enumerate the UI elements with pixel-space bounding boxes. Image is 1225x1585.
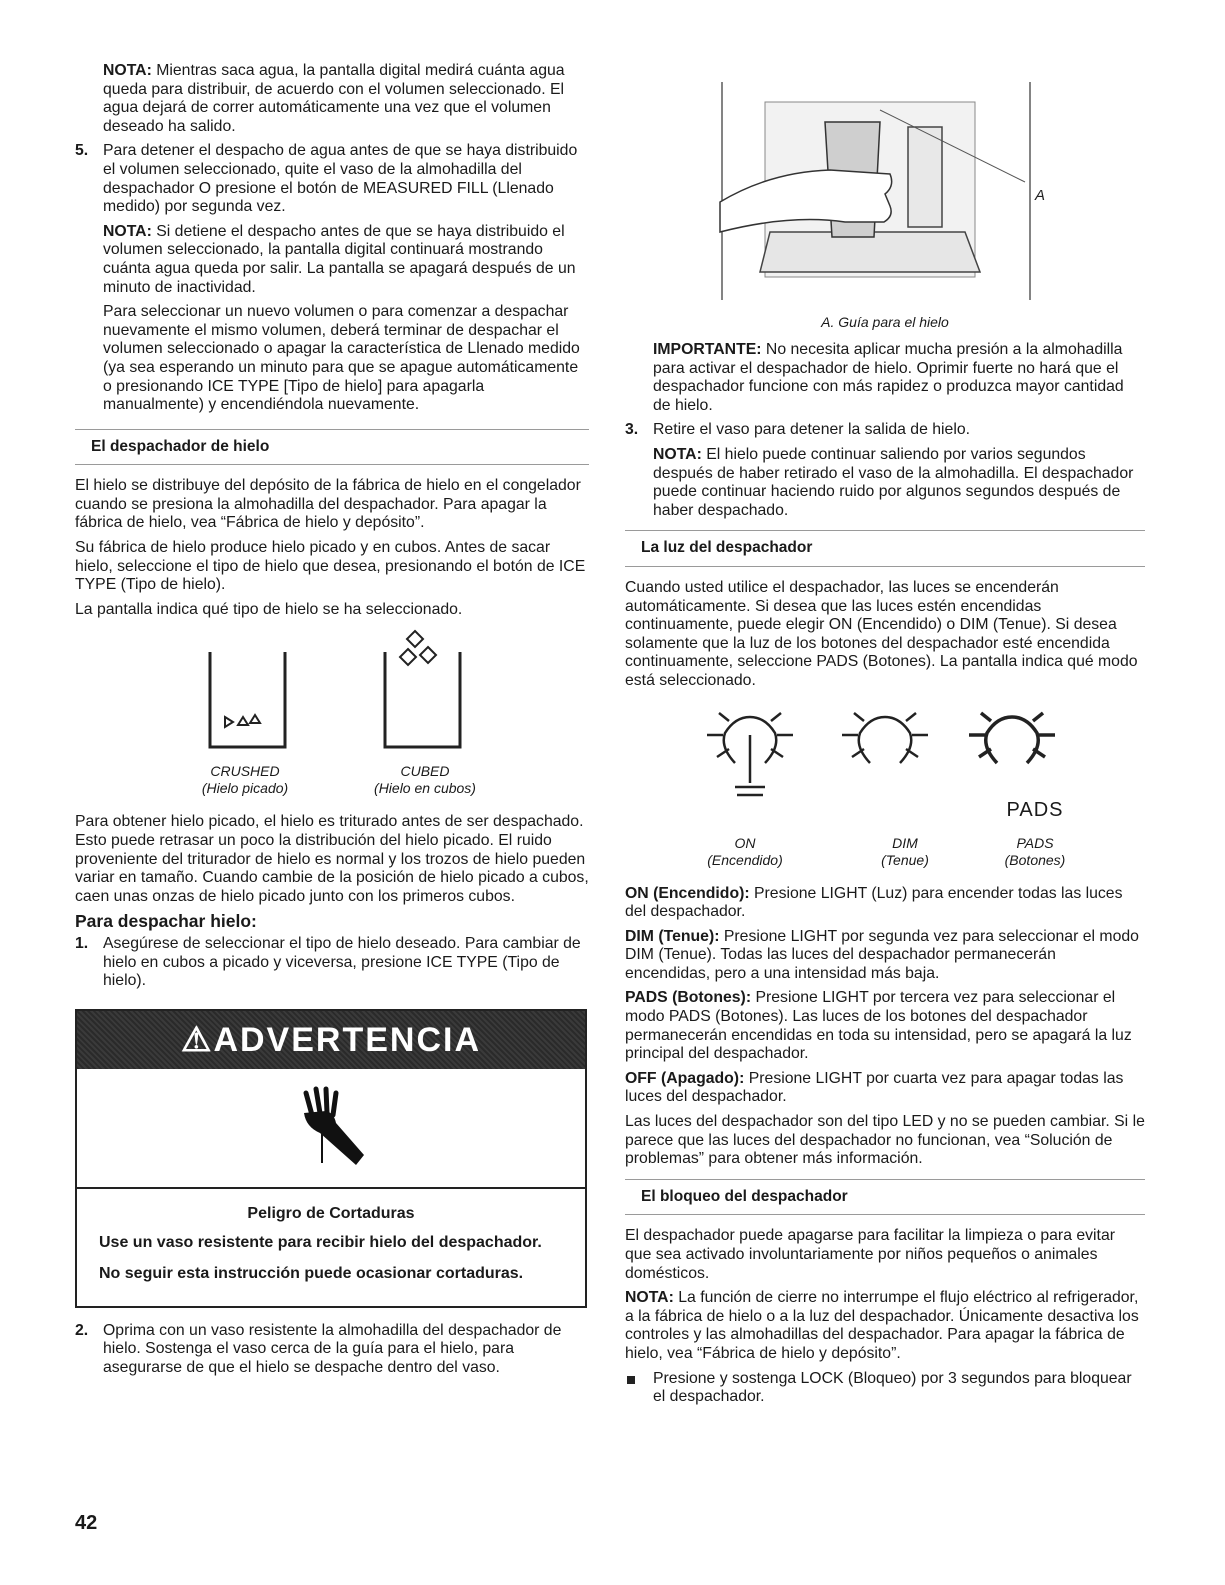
left-column	[75, 62, 589, 1384]
ice-paragraph-3: La pantalla indica qué tipo de hielo se ha seleccionado.	[75, 600, 463, 618]
pads-display-text: PADS	[1006, 798, 1064, 821]
ice-type-figure	[75, 633, 589, 813]
nota-label: NOTA:	[103, 222, 152, 240]
step-text: Oprima con un vaso resistente la almohadilla del despachador de hielo. Sostenga el vaso cerca de la guía para el hielo, para asegurarse de que el hielo se despache dentro del vaso.	[103, 1321, 562, 1376]
led-paragraph: Las luces del despachador son del tipo LED y no se pueden cambiar. Si le parece que las luces del despachador no funcionan, vea “Solución de problemas” para obtener más información.	[625, 1113, 1145, 1168]
step-3	[625, 421, 1145, 446]
dim-def-label: DIM (Tenue):	[625, 927, 720, 945]
cubed-caption	[350, 763, 500, 797]
dim-def-text: Presione LIGHT por segunda vez para seleccionar el modo DIM (Tenue). Todas las luces del despachador permanecerán encendidas, pero a una intensidad más baja.	[625, 927, 1139, 982]
nota-paragraph-1	[103, 62, 589, 136]
off-def-label: OFF (Apagado):	[625, 1069, 745, 1087]
crushed-paragraph: Para obtener hielo picado, el hielo es triturado antes de ser despachado. Esto puede retrasar un poco la distribución del hielo picado. El ruido proveniente del triturador de hielo es normal y los trozos de hielo pueden variar en tamaño. Cuando cambie de la posición de hielo picado a cubos, caen unas onzas de hielo picado junto con los primeros cubos.	[75, 813, 589, 905]
nota-text: Mientras saca agua, la pantalla digital medirá cuánta agua queda para distribuir, de acuerdo con el volumen seleccionado. El agua dejará de correr automáticamente una vez que el volumen deseado ha salido.	[103, 62, 565, 135]
nota-text: Si detiene el despacho antes de que se haya distribuido el volumen seleccionado, la pantalla digital continuará mostrando cuánta agua queda por salir. La pantalla se apagará después de un minuto de inactividad.	[103, 222, 576, 296]
off-def-text: Presione LIGHT por cuarta vez para apagar todas las luces del despachador.	[625, 1069, 1124, 1106]
pads-def-label: PADS (Botones):	[625, 989, 752, 1007]
importante-paragraph	[653, 341, 1145, 415]
off-definition	[625, 1070, 1145, 1107]
warning-body	[77, 1189, 585, 1306]
warning-title: Peligro de Cortaduras	[247, 1204, 415, 1222]
dim-definition	[625, 928, 1145, 984]
crushed-ice-icon	[205, 647, 295, 757]
cut-hazard-icon	[77, 1069, 585, 1189]
nota-text: El hielo puede continuar saliendo por varios segundos después de haber retirado el vaso de la almohadilla. El despachador puede continuar haciendo ruido por algunos segundos después de haber despachado.	[653, 445, 1134, 519]
step-5	[75, 142, 589, 222]
hand-glass-icon	[286, 1083, 376, 1173]
bulb-on-icon	[707, 713, 793, 795]
pads-caption	[975, 835, 1095, 869]
pads-definition	[625, 989, 1145, 1063]
dispenser-figure	[625, 82, 1145, 300]
crushed-sub: (Hielo picado)	[201, 780, 289, 797]
on-caption	[685, 835, 805, 869]
nota-label: NOTA:	[625, 1289, 674, 1307]
on-def-text: Presione LIGHT (Luz) para encender todas las luces del despachador.	[625, 884, 1123, 921]
nota-paragraph-2	[103, 223, 589, 297]
cubed-ice-icon	[380, 627, 470, 757]
pads-sub: (Botones)	[1004, 851, 1066, 868]
section-heading-lock: El bloqueo del despachador	[625, 1179, 1145, 1216]
bullet-square-icon	[627, 1376, 635, 1384]
warning-header: ⚠ADVERTENCIA	[77, 1011, 585, 1069]
right-column	[625, 82, 1145, 1413]
warning-line-2: No seguir esta instrucción puede ocasionar cortaduras.	[99, 1264, 524, 1282]
cubed-label: CUBED	[400, 763, 450, 780]
on-def-label: ON (Encendido):	[625, 884, 750, 902]
lock-paragraph: El despachador puede apagarse para facilitar la limpieza o para evitar que sea activado involuntariamente por niños pequeños o animales domésticos.	[625, 1227, 1115, 1282]
bulb-dim-icon	[842, 713, 928, 763]
section-heading-ice: El despachador de hielo	[75, 429, 589, 466]
warning-box	[75, 1009, 587, 1308]
nota-paragraph-3	[653, 446, 1145, 520]
crushed-label: CRUSHED	[210, 763, 280, 780]
step-number: 2.	[75, 1321, 89, 1339]
importante-label: IMPORTANTE:	[653, 341, 762, 358]
dim-label: DIM	[892, 834, 918, 851]
page-number: 42	[75, 1512, 98, 1534]
importante-text: No necesita aplicar mucha presión a la almohadilla para activar el despachador de hielo. Oprimir fuerte no hará que el despachador funcione con más rapidez o produzca mayor cantidad de hielo.	[653, 341, 1124, 414]
step-number: 1.	[75, 935, 89, 952]
nota-text: La función de cierre no interrumpe el flujo eléctrico al refrigerador, a la fábrica de hielo o a la luz del despachador. Únicamente desactiva los controles y las almohadillas del despachador. Para apagar la fábrica de hielo, vea “Fábrica de hielo y depósito”.	[625, 1289, 1139, 1362]
pads-def-text: Presione LIGHT por tercera vez para seleccionar el modo PADS (Botones). Las luces de los botones del despachador permanecerán encendidas en toda su intensidad, pero se apagará la luz principal del despachador.	[625, 989, 1132, 1063]
cubed-sub: (Hielo en cubos)	[374, 780, 476, 797]
ice-paragraph-2: Su fábrica de hielo produce hielo picado y en cubos. Antes de sacar hielo, seleccione el tipo de hielo que desea, presionando el botón de ICE TYPE (Tipo de hielo).	[75, 539, 586, 594]
figure-caption: A. Guía para el hielo	[821, 314, 949, 330]
on-sub: (Encendido)	[707, 851, 783, 868]
ice-paragraph-1: El hielo se distribuye del depósito de la fábrica de hielo en el congelador cuando se presiona la almohadilla del despachador. Para apagar la fábrica de hielo, vea “Fábrica de hielo y depósito”.	[75, 477, 581, 532]
on-label: ON	[734, 834, 756, 851]
dispenser-illustration	[680, 82, 1100, 300]
bullet-text: Presione y sostenga LOCK (Bloqueo) por 3 segundos para bloquear el despachador.	[653, 1369, 1132, 1406]
nota-label: NOTA:	[103, 62, 152, 79]
crushed-caption	[175, 763, 315, 797]
step-text: Para detener el despacho de agua antes de que se haya distribuido el volumen seleccionado, quite el vaso de la almohadilla del despachador O presione el botón de MEASURED FILL (Llenado medido) por segunda vez.	[103, 142, 578, 216]
dispense-subheading: Para despachar hielo:	[75, 911, 257, 932]
section-heading-light: La luz del despachador	[625, 530, 1145, 567]
step-number: 5.	[75, 142, 89, 160]
step-number: 3.	[625, 421, 639, 439]
warning-line-1: Use un vaso resistente para recibir hielo del despachador.	[99, 1233, 542, 1251]
dim-caption	[845, 835, 965, 869]
bulb-pads-icon	[969, 713, 1055, 763]
step-text: Asegúrese de seleccionar el tipo de hielo deseado. Para cambiar de hielo en cubos a picado y viceversa, presione ICE TYPE (Tipo de hielo).	[103, 935, 581, 990]
light-modes-figure	[625, 705, 1145, 885]
nota-label: NOTA:	[653, 445, 702, 463]
step-1	[75, 935, 589, 997]
dim-sub: (Tenue)	[881, 851, 929, 868]
pads-label: PADS	[1016, 834, 1054, 851]
step-2	[75, 1322, 589, 1384]
callout-a: A	[1035, 187, 1046, 204]
lock-bullet	[625, 1370, 1145, 1413]
on-definition	[625, 885, 1145, 922]
nota-paragraph-4	[625, 1289, 1145, 1363]
new-volume-paragraph: Para seleccionar un nuevo volumen o para comenzar a despachar nuevamente el mismo volumen, deberá terminar de despachar el volumen seleccionado o apagar la característica de Llenado medido (ya sea esperando un minuto para que se apague automáticamente o presionando ICE TYPE [Tipo de hielo] para apagarla manualmente) y encendiéndola nuevamente.	[103, 303, 580, 414]
light-paragraph: Cuando usted utilice el despachador, las luces se encenderán automáticamente. Si desea que las luces estén encendidas continuamente, puede elegir ON (Encendido) o DIM (Tenue). Si desea solamente que la luz de los botones del despachador esté encendida continuamente, seleccione PADS (Botones). La pantalla indica qué modo está seleccionado.	[625, 578, 1138, 689]
step-text: Retire el vaso para detener la salida de hielo.	[653, 421, 971, 439]
